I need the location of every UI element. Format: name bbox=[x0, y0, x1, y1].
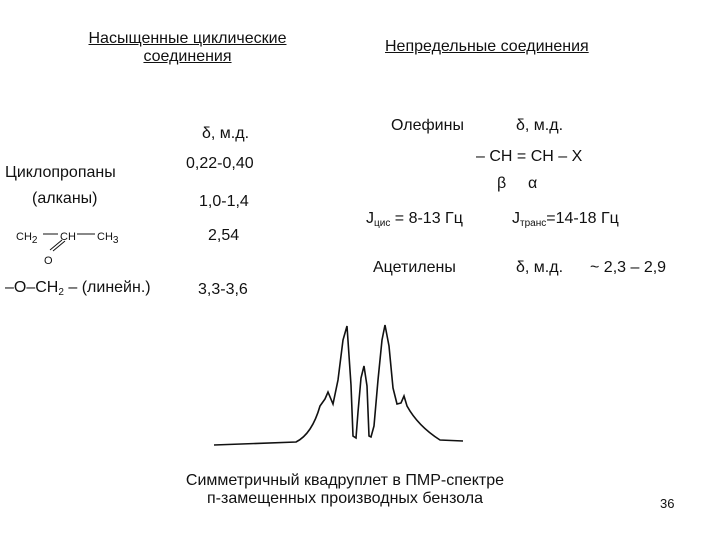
olefins-label: Олефины bbox=[391, 117, 464, 134]
acetylenes-delta-header: δ, м.д. bbox=[516, 259, 564, 276]
j-trans: $J_{транс}=14-18$ Гц bbox=[512, 210, 619, 229]
olefins-delta-header: δ, м.д. bbox=[516, 117, 564, 134]
cyclopropanes-value: 0,22-0,40 bbox=[186, 155, 254, 172]
left-delta-header: δ, м.д. bbox=[202, 125, 250, 142]
acetylenes-label: Ацетилены bbox=[373, 259, 456, 276]
ether-label: $-O-CH_2$ – (линейн.) bbox=[5, 279, 151, 298]
j-cis: $J_{цис} = 8-13$ Гц bbox=[366, 210, 463, 229]
alpha-symbol: α bbox=[528, 175, 538, 192]
ketone-ch: CH bbox=[60, 231, 76, 243]
cyclopropanes-label: Циклопропаны bbox=[5, 164, 116, 181]
left-header-line1: Насыщенные циклические bbox=[88, 30, 287, 47]
nmr-spectrum-trace bbox=[214, 325, 463, 445]
ketone-bonds bbox=[43, 234, 95, 251]
alkanes-value: 1,0-1,4 bbox=[199, 193, 249, 210]
page-number: 36 bbox=[660, 496, 675, 511]
caption-line1: Симметричный квадруплет в ПМР-спектре bbox=[185, 472, 505, 489]
acetylenes-value: ~ 2,3 – 2,9 bbox=[590, 259, 667, 276]
ether-value: 3,3-3,6 bbox=[198, 281, 248, 298]
ketone-oxygen: O bbox=[44, 255, 53, 267]
spectrum-caption bbox=[150, 472, 540, 508]
beta-symbol: β bbox=[497, 175, 507, 192]
ketone-value: 2,54 bbox=[208, 227, 240, 244]
left-header-line2: соединения bbox=[143, 48, 232, 65]
caption-line2: п-замещенных производных бензола bbox=[207, 490, 483, 507]
ketone-ch3: $CH_3$ bbox=[97, 231, 119, 246]
ketone-ch2: $CH_2$ bbox=[16, 231, 38, 246]
olefin-formula: – CH = CH – X bbox=[476, 148, 583, 165]
alkanes-label: (алканы) bbox=[32, 190, 98, 207]
right-header: Непредельные соединения bbox=[385, 38, 589, 55]
